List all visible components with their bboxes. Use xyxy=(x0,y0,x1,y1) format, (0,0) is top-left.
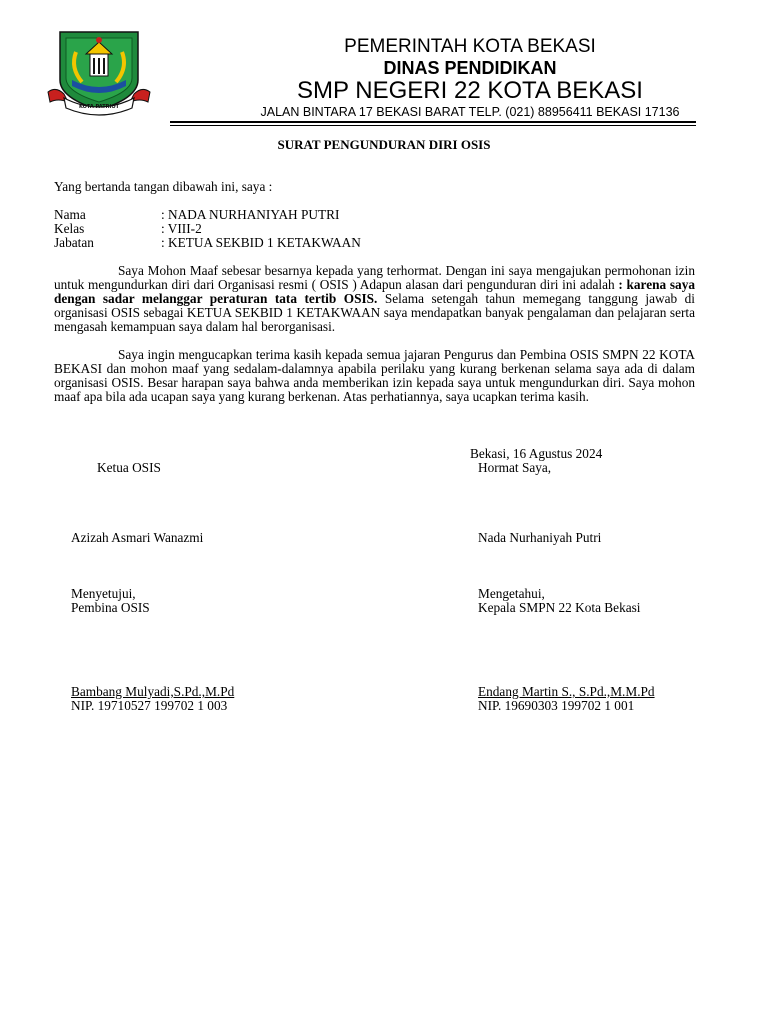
signer-name-student: Nada Nurhaniyah Putri xyxy=(478,530,602,545)
place-date: Bekasi, 16 Agustus 2024 xyxy=(470,446,603,461)
paragraph-1-continuation: Selama setengah tahun memegang tanggung jawab di organisasi OSIS sebagai KETUA SEKBID 1 KETAKWAAN saya mendapatkan banyak pengalaman dan pelajaran serta mengasah kemampuan saya dalam hal berorganisasi. xyxy=(54,291,695,334)
signer-nip-principal: NIP. 19690303 199702 1 001 xyxy=(478,698,635,713)
header-address: JALAN BINTARA 17 BEKASI BARAT TELP. (021) 88956411 BEKASI 17136 xyxy=(260,105,680,119)
identity-value-position: : KETUA SEKBID 1 KETAKWAAN xyxy=(161,235,361,250)
body-paragraph-1 xyxy=(54,264,695,334)
identity-label-name: Nama xyxy=(54,207,86,222)
signer-closing: Hormat Saya, xyxy=(478,460,552,475)
header-department: DINAS PENDIDIKAN xyxy=(383,58,557,78)
city-emblem-logo xyxy=(46,28,152,120)
letter-title: SURAT PENGUNDURAN DIRI OSIS xyxy=(277,137,491,152)
logo-ribbon-text: KOTA PATRIOT xyxy=(78,104,119,110)
header-divider-thin xyxy=(170,125,696,126)
approval-role: Pembina OSIS xyxy=(71,600,150,615)
body-paragraph-2 xyxy=(54,348,695,404)
signer-name-principal: Endang Martin S., S.Pd.,M.M.Pd xyxy=(478,684,655,699)
acknowledge-label: Mengetahui, xyxy=(478,586,545,601)
identity-value-name: : NADA NURHANIYAH PUTRI xyxy=(161,207,340,222)
signer-role-chair: Ketua OSIS xyxy=(97,460,161,475)
signer-name-chair: Azizah Asmari Wanazmi xyxy=(71,530,204,545)
identity-label-position: Jabatan xyxy=(54,235,94,250)
signer-name-advisor: Bambang Mulyadi,S.Pd.,M.Pd xyxy=(71,684,235,699)
approval-label: Menyetujui, xyxy=(71,586,136,601)
identity-value-class: : VIII-2 xyxy=(161,221,202,236)
header-government: PEMERINTAH KOTA BEKASI xyxy=(344,36,596,57)
opening-line: Yang bertanda tangan dibawah ini, saya : xyxy=(54,179,273,194)
paragraph-2-text: Saya ingin mengucapkan terima kasih kepada semua jajaran Pengurus dan Pembina OSIS SMPN 22 KOTA BEKASI dan mohon maaf yang sedalam-dalamnya apabila perilaku yang kurang berkenan selama saya ada di dalam organisasi OSIS. Besar harapan saya bahwa anda memberikan izin kepada saya untuk mengundurkan diri. Saya mohon maaf apa bila ada ucapan saya yang kurang berkenan. Atas perhatiannya, saya ucapkan terima kasih. xyxy=(54,347,695,404)
acknowledge-role: Kepala SMPN 22 Kota Bekasi xyxy=(478,600,641,615)
paragraph-1-text: Saya Mohon Maaf sebesar besarnya kepada yang terhormat. Dengan ini saya mengajukan permohonan izin untuk mengundurkan diri dari Organisasi resmi ( OSIS ) Adapun alasan dari pengunduran diri ini adalah xyxy=(54,263,695,292)
header-school: SMP NEGERI 22 KOTA BEKASI xyxy=(297,77,643,104)
paragraph-1-reason: : karena saya dengan sadar melanggar peraturan tata tertib OSIS. xyxy=(54,277,695,306)
header-divider xyxy=(170,121,696,123)
identity-label-class: Kelas xyxy=(54,221,85,236)
signer-nip-advisor: NIP. 19710527 199702 1 003 xyxy=(71,698,228,713)
